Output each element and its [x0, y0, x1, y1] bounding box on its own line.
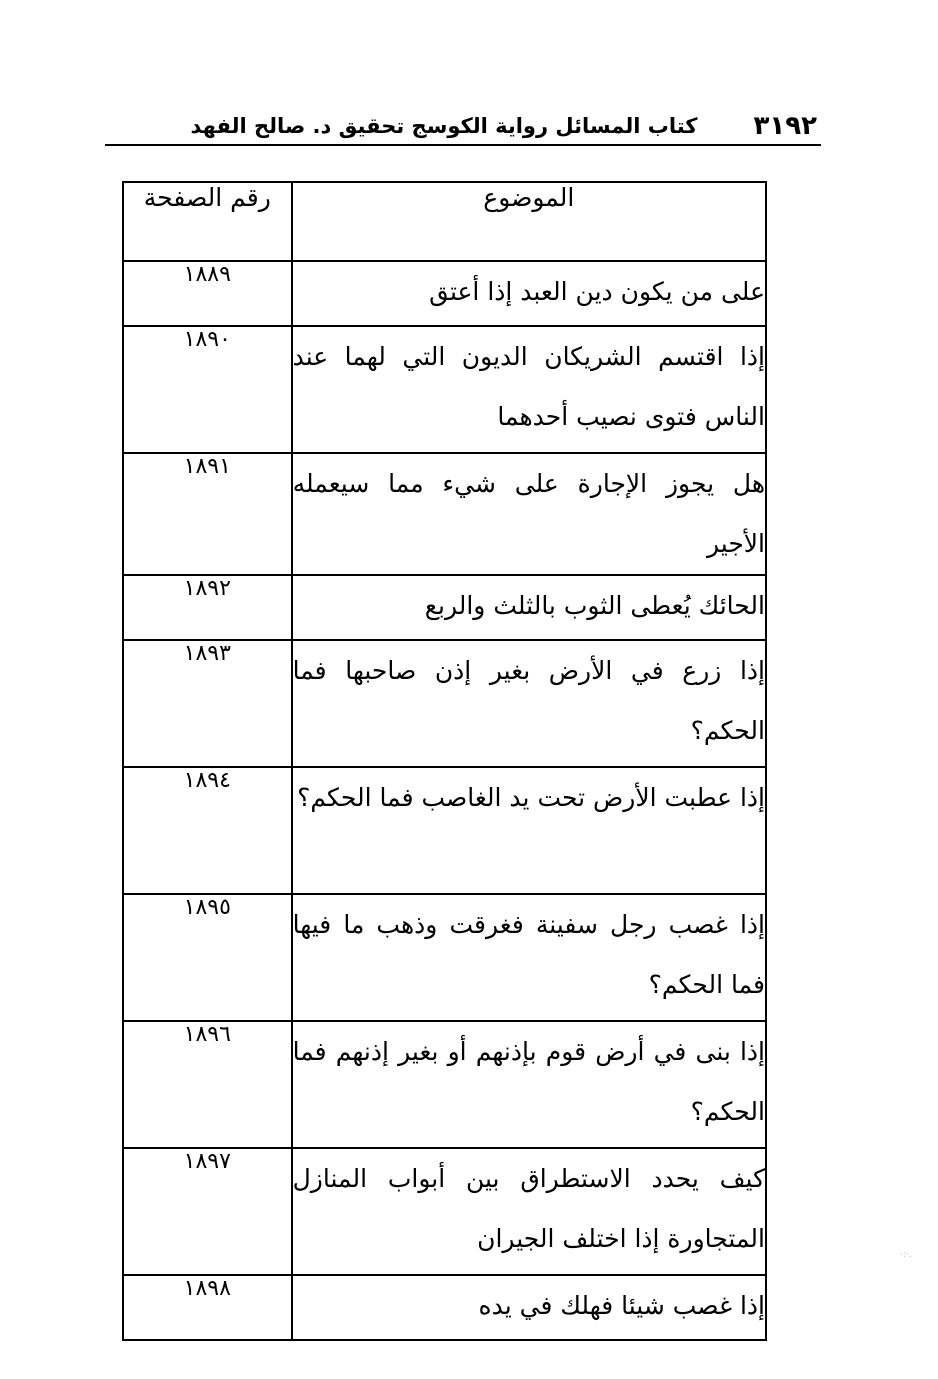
page-number: ٣١٩٢: [753, 111, 817, 141]
column-header-topic: الموضوع: [292, 182, 766, 261]
topic-cell: هل يجوز الإجارة على شيء مما سيعمله الأجير: [292, 453, 766, 575]
topic-cell: إذا غصب شيئا فهلك في يده: [292, 1275, 766, 1340]
running-header: [105, 108, 821, 146]
page-cell: ١٨٩١: [123, 453, 292, 575]
table-row: [123, 767, 766, 894]
page-cell: ١٨٩٠: [123, 326, 292, 453]
page-cell: ١٨٩٣: [123, 640, 292, 767]
topic-cell: إذا غصب رجل سفينة فغرقت وذهب ما فيها فما الحكم؟: [292, 894, 766, 1021]
table-row: [123, 326, 766, 453]
page-cell: ١٨٩٧: [123, 1148, 292, 1275]
contents-table: [122, 181, 767, 1341]
table-row: [123, 453, 766, 575]
column-header-page: رقم الصفحة: [123, 182, 292, 261]
table-header-row: [123, 182, 766, 261]
page-cell: ١٨٩٦: [123, 1021, 292, 1148]
topic-cell: إذا عطبت الأرض تحت يد الغاصب فما الحكم؟: [292, 767, 766, 894]
table-row: [123, 1021, 766, 1148]
book-title: كتاب المسائل رواية الكوسج تحقيق د. صالح الفهد: [190, 114, 698, 138]
table-row: [123, 1148, 766, 1275]
topic-cell: على من يكون دين العبد إذا أعتق: [292, 261, 766, 326]
page-cell: ١٨٩٨: [123, 1275, 292, 1340]
table-row: [123, 1275, 766, 1340]
topic-cell: إذا بنى في أرض قوم بإذنهم أو بغير إذنهم فما الحكم؟: [292, 1021, 766, 1148]
topic-cell: إذا زرع في الأرض بغير إذن صاحبها فما الحكم؟: [292, 640, 766, 767]
table-row: [123, 261, 766, 326]
table-row: [123, 894, 766, 1021]
page-cell: ١٨٩٤: [123, 767, 292, 894]
page-cell: ١٨٩٢: [123, 575, 292, 640]
scan-artifact: ·:·.: [900, 1250, 912, 1260]
page-cell: ١٨٩٥: [123, 894, 292, 1021]
table-row: [123, 575, 766, 640]
page-cell: ١٨٨٩: [123, 261, 292, 326]
table-row: [123, 640, 766, 767]
topic-cell: كيف يحدد الاستطراق بين أبواب المنازل المتجاورة إذا اختلف الجيران: [292, 1148, 766, 1275]
topic-cell: الحائك يُعطى الثوب بالثلث والربع: [292, 575, 766, 640]
topic-cell: إذا اقتسم الشريكان الديون التي لهما عند الناس فتوى نصيب أحدهما: [292, 326, 766, 453]
